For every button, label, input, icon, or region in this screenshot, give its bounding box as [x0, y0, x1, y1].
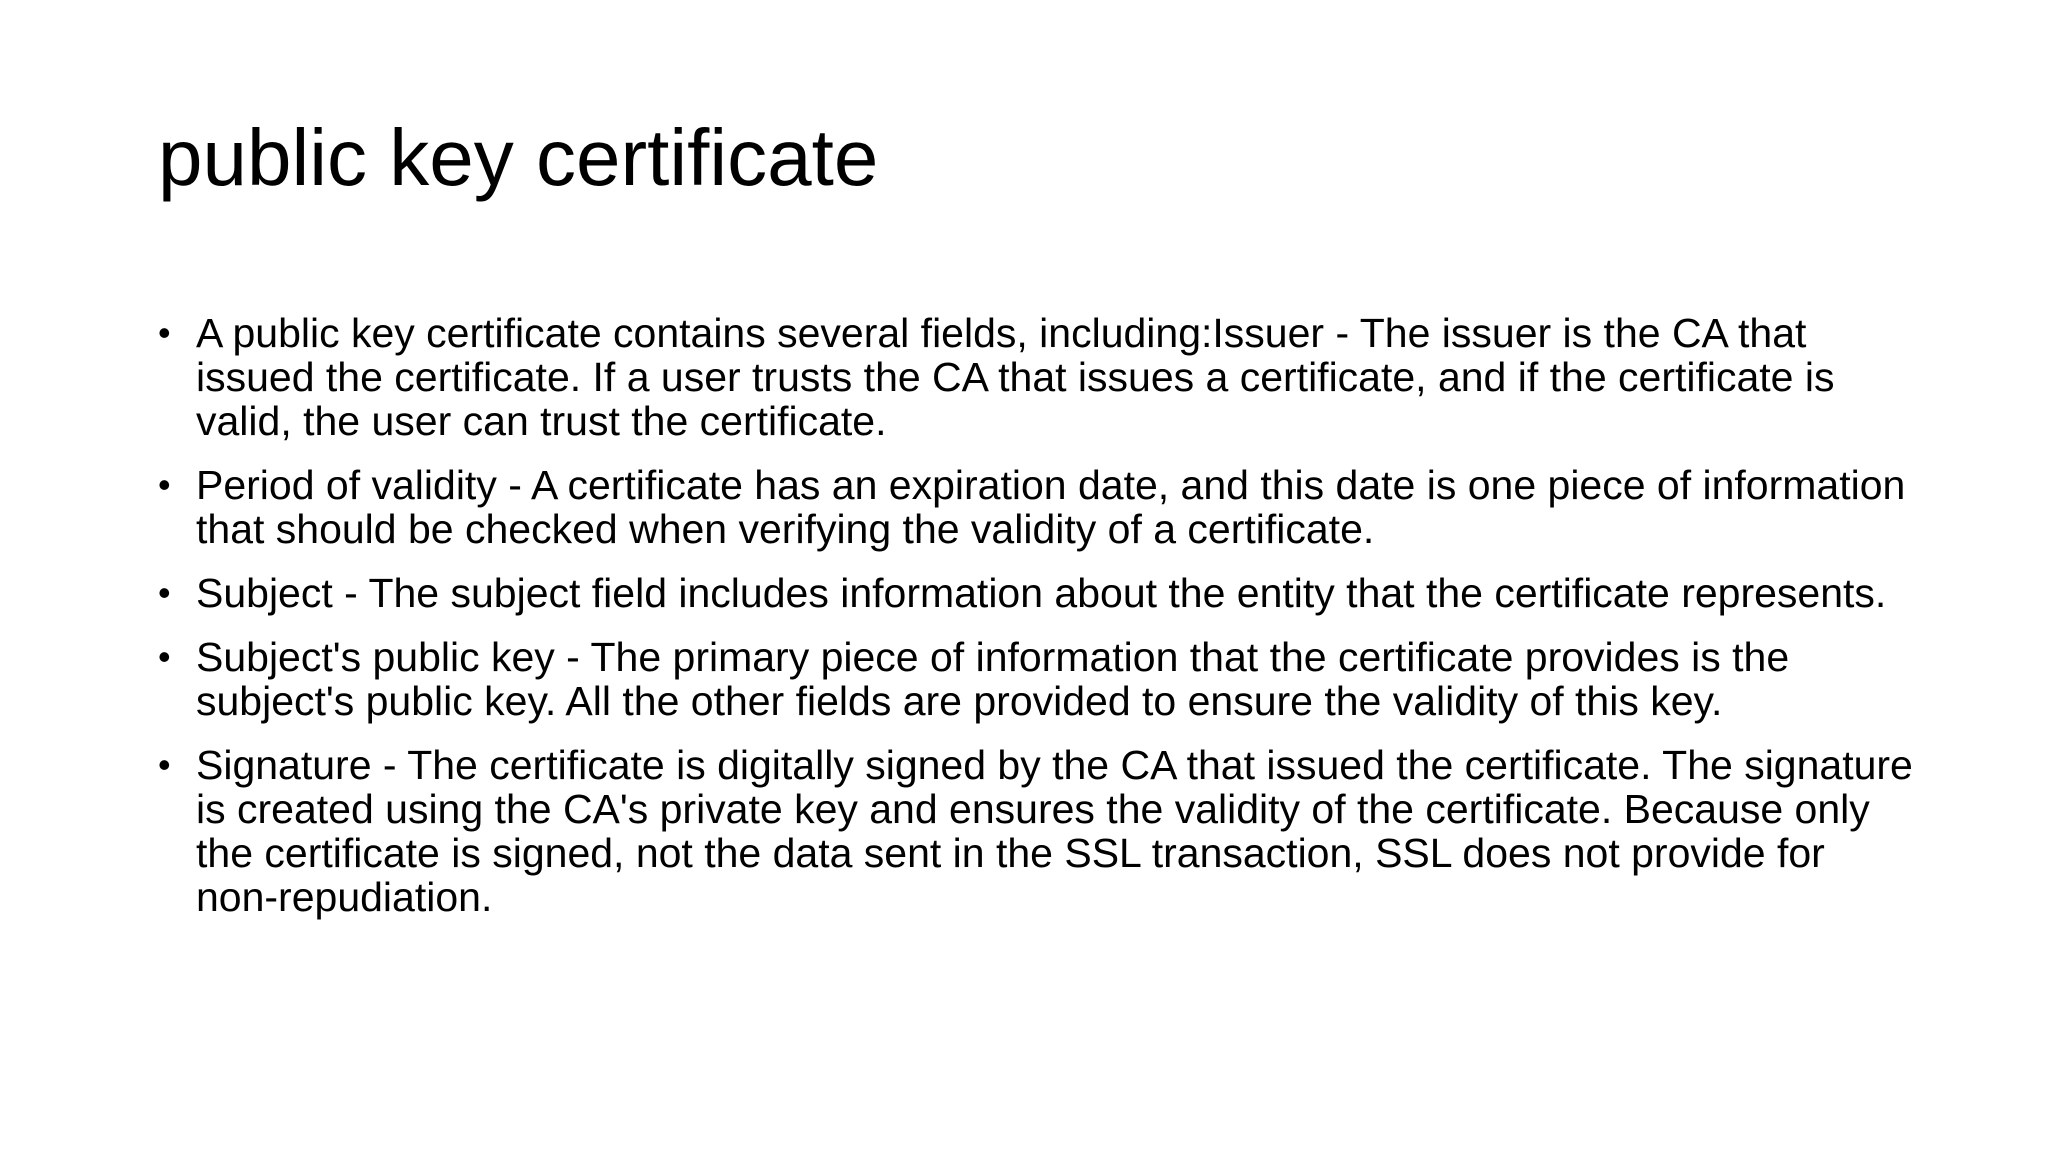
bullet-dot-icon: • [158, 744, 171, 785]
bullet-dot-icon: • [158, 312, 171, 353]
bullet-dot-icon: • [158, 636, 171, 677]
bullet-list [158, 311, 1918, 939]
bullet-item-subject [158, 571, 1918, 615]
bullet-item-period-of-validity [158, 463, 1918, 551]
bullet-text: Period of validity - A certificate has an expiration date, and this date is one piece of information that should be checked when verifying the validity of a certificate. [196, 462, 1906, 552]
slide-title: public key certificate [158, 113, 879, 202]
bullet-item-signature [158, 743, 1918, 919]
bullet-text: A public key certificate contains several fields, including:Issuer - The issuer is the CA that issued the certificate. If a user trusts the CA that issues a certificate, and if the certificate is valid, the user can trust the certificate. [196, 310, 1835, 444]
bullet-text: Subject's public key - The primary piece of information that the certificate provides is the subject's public key. All the other fields are provided to ensure the validity of this key. [196, 634, 1790, 724]
bullet-item-subject-public-key [158, 635, 1918, 723]
bullet-item-issuer [158, 311, 1918, 443]
bullet-text: Subject - The subject field includes information about the entity that the certificate represents. [196, 570, 1887, 616]
bullet-dot-icon: • [158, 572, 171, 613]
bullet-dot-icon: • [158, 464, 171, 505]
bullet-text: Signature - The certificate is digitally signed by the CA that issued the certificate. The signature is created using the CA's private key and ensures the validity of the certificate. Because only the certificate is signed, not the data sent in the SSL transaction, SSL does not provide for non-repudiation. [196, 742, 1913, 920]
